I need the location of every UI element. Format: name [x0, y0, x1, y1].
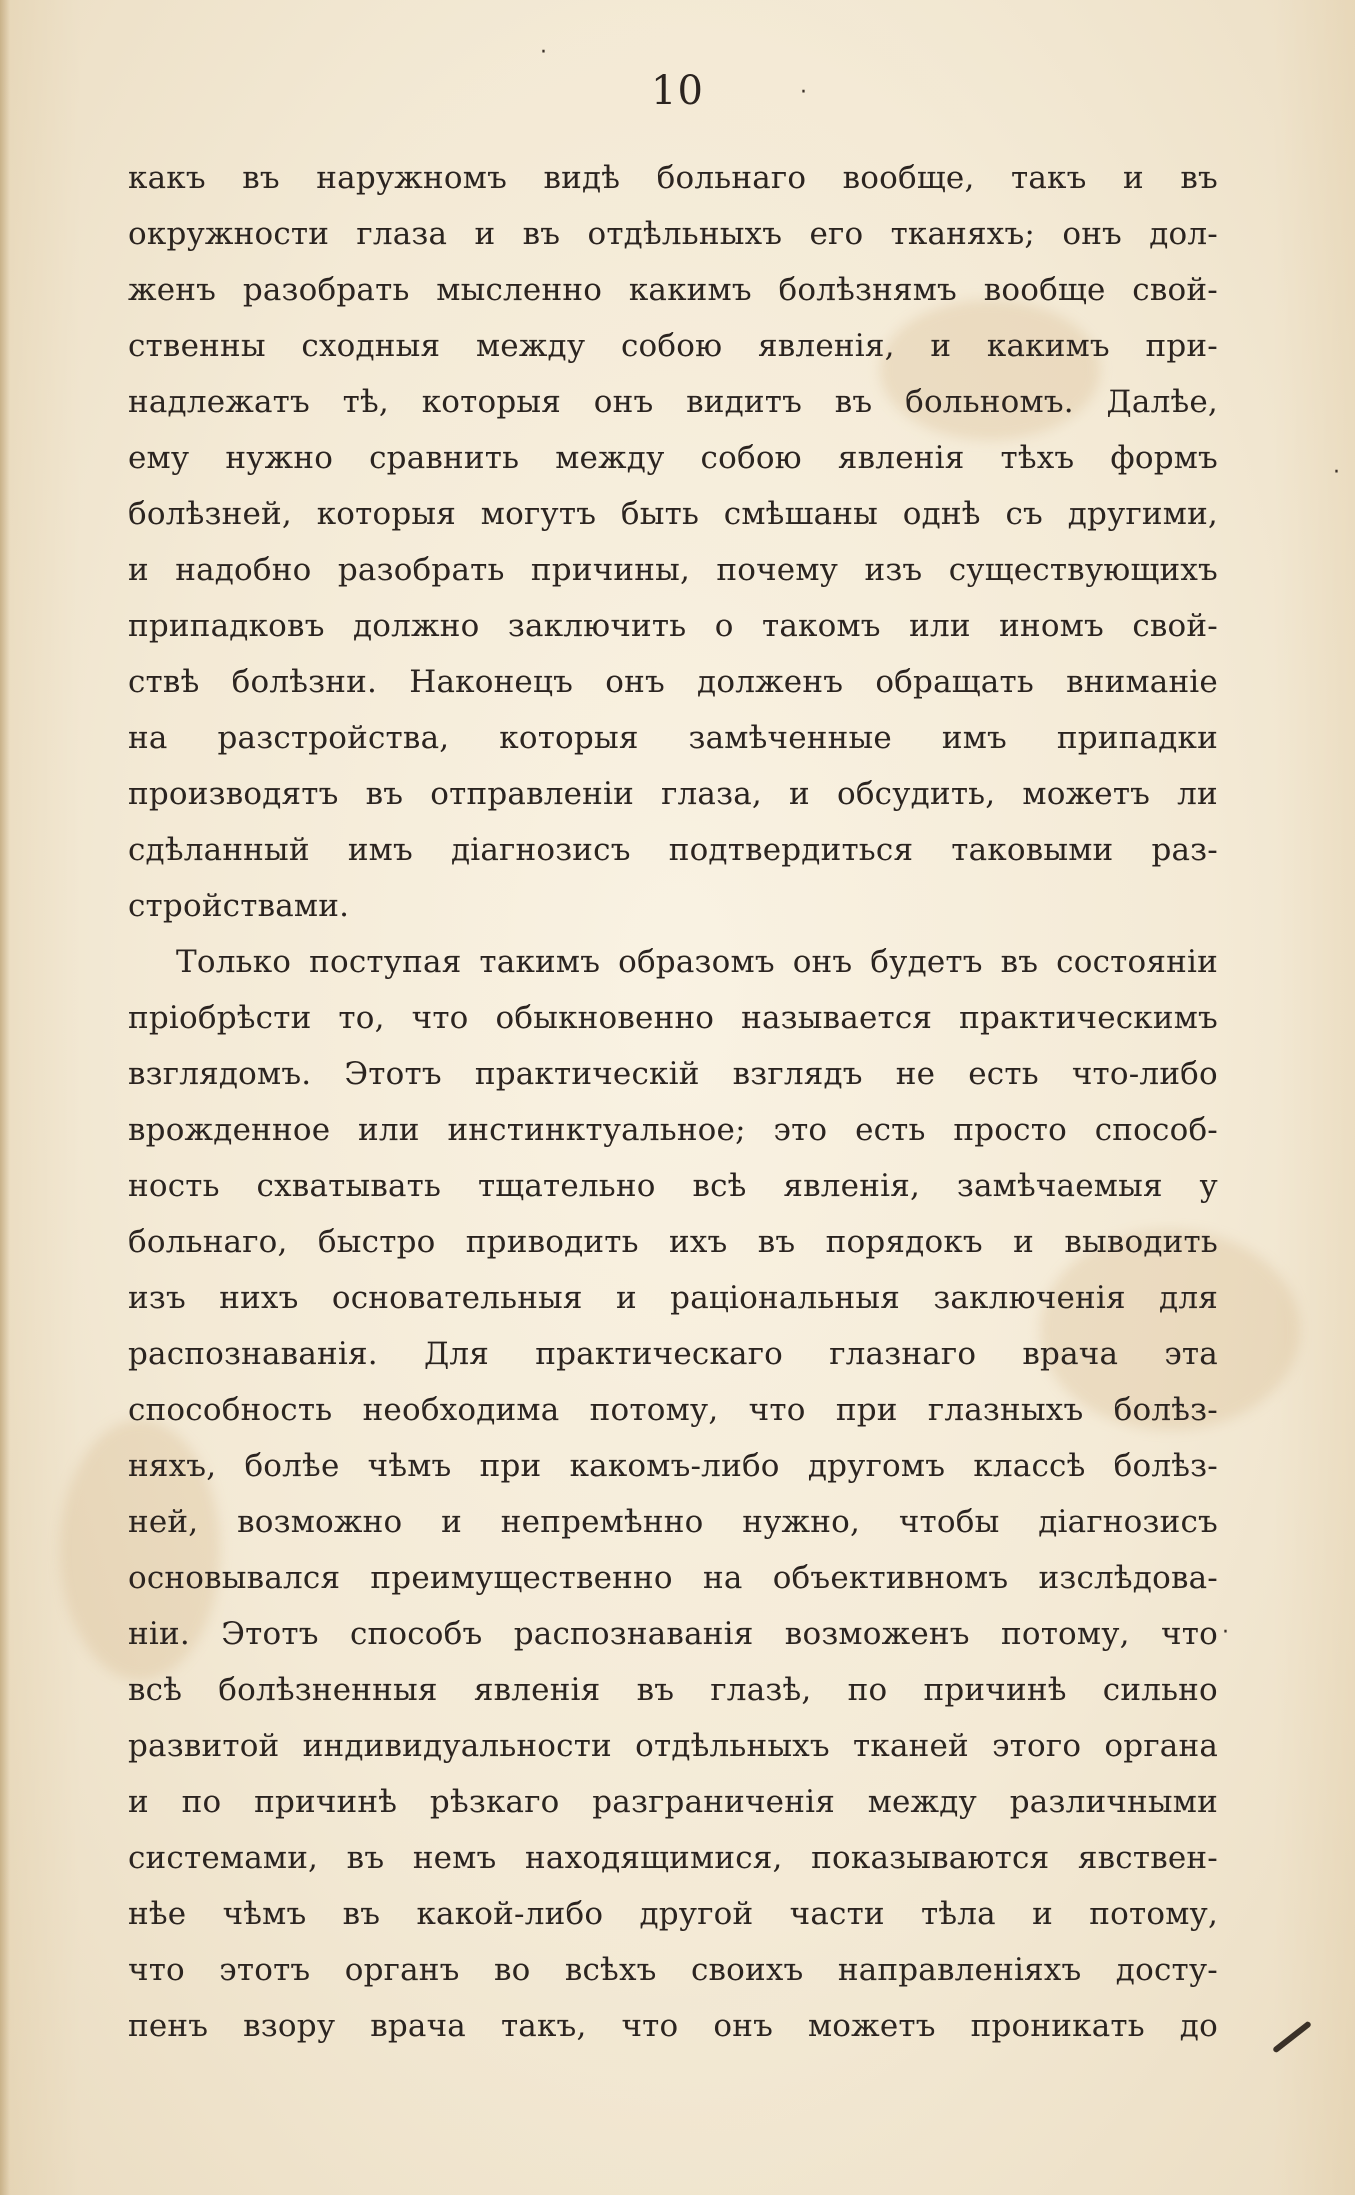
text-line: няхъ, болѣе чѣмъ при какомъ-либо другомъ классѣ болѣз-	[128, 1448, 1218, 1484]
text-line: припадковъ должно заключить о такомъ или иномъ свой-	[128, 608, 1218, 644]
text-line: взглядомъ. Этотъ практическій взглядъ не есть что-либо	[128, 1056, 1218, 1092]
page-number: 10	[651, 68, 704, 114]
text-line: ствѣ болѣзни. Наконецъ онъ долженъ обращать вниманіе	[128, 664, 1218, 700]
pen-stroke-mark	[1272, 2020, 1312, 2053]
text-line: пенъ взору врача такъ, что онъ можетъ проникать до	[128, 2008, 1218, 2044]
text-line: надлежатъ тѣ, которыя онъ видитъ въ больномъ. Далѣе,	[128, 384, 1218, 420]
text-line: основывался преимущественно на объективномъ изслѣдова-	[128, 1560, 1218, 1596]
paragraph	[128, 944, 1218, 2064]
ink-speck-mark: ·	[800, 80, 807, 105]
text-line: ность схватывать тщательно всѣ явленія, замѣчаемыя у	[128, 1168, 1218, 1204]
text-line: ней, возможно и непремѣнно нужно, чтобы діагнозисъ	[128, 1504, 1218, 1540]
text-line: женъ разобрать мысленно какимъ болѣзнямъ вообще свой-	[128, 272, 1218, 308]
text-line: больнаго, быстро приводить ихъ въ порядокъ и выводить	[128, 1224, 1218, 1260]
text-line: врожденное или инстинктуальное; это есть просто способ-	[128, 1112, 1218, 1148]
text-line: нѣе чѣмъ въ какой-либо другой части тѣла и потому,	[128, 1896, 1218, 1932]
text-line: способность необходима потому, что при глазныхъ болѣз-	[128, 1392, 1218, 1428]
text-line: и по причинѣ рѣзкаго разграниченія между различными	[128, 1784, 1218, 1820]
text-line: изъ нихъ основательныя и раціональныя заключенія для	[128, 1280, 1218, 1316]
text-line: развитой индивидуальности отдѣльныхъ тканей этого органа	[128, 1728, 1218, 1764]
text-line: окружности глаза и въ отдѣльныхъ его тканяхъ; онъ дол-	[128, 216, 1218, 252]
text-line: пріобрѣсти то, что обыкновенно называется практическимъ	[128, 1000, 1218, 1036]
text-line: стройствами.	[128, 888, 350, 924]
body-text	[128, 160, 1218, 2064]
text-line: на разстройства, которыя замѣченные имъ припадки	[128, 720, 1218, 756]
text-line: ніи. Этотъ способъ распознаванія возможенъ потому, что	[128, 1616, 1218, 1652]
text-line: производятъ въ отправленіи глаза, и обсудить, можетъ ли	[128, 776, 1218, 812]
text-line: всѣ болѣзненныя явленія въ глазѣ, по причинѣ сильно	[128, 1672, 1218, 1708]
text-line: сдѣланный имъ діагнозисъ подтвердиться таковыми раз-	[128, 832, 1218, 868]
ink-speck-mark: ·	[1333, 460, 1340, 485]
paragraph	[128, 160, 1218, 944]
text-line: ему нужно сравнить между собою явленія тѣхъ формъ	[128, 440, 1218, 476]
ink-speck-mark: ·	[1222, 1620, 1229, 1645]
text-line: болѣзней, которыя могутъ быть смѣшаны однѣ съ другими,	[128, 496, 1218, 532]
text-line: распознаванія. Для практическаго глазнаго врача эта	[128, 1336, 1218, 1372]
text-line: и надобно разобрать причины, почему изъ существующихъ	[128, 552, 1218, 588]
text-line: системами, въ немъ находящимися, показываются явствен-	[128, 1840, 1218, 1876]
text-line: какъ въ наружномъ видѣ больнаго вообще, такъ и въ	[128, 160, 1218, 196]
ink-speck-mark: ·	[540, 40, 547, 65]
text-line: Только поступая такимъ образомъ онъ будетъ въ состояніи	[176, 944, 1218, 980]
text-line: что этотъ органъ во всѣхъ своихъ направленіяхъ досту-	[128, 1952, 1218, 1988]
text-line: ственны сходныя между собою явленія, и какимъ при-	[128, 328, 1218, 364]
page-edge-shadow	[0, 0, 10, 2195]
